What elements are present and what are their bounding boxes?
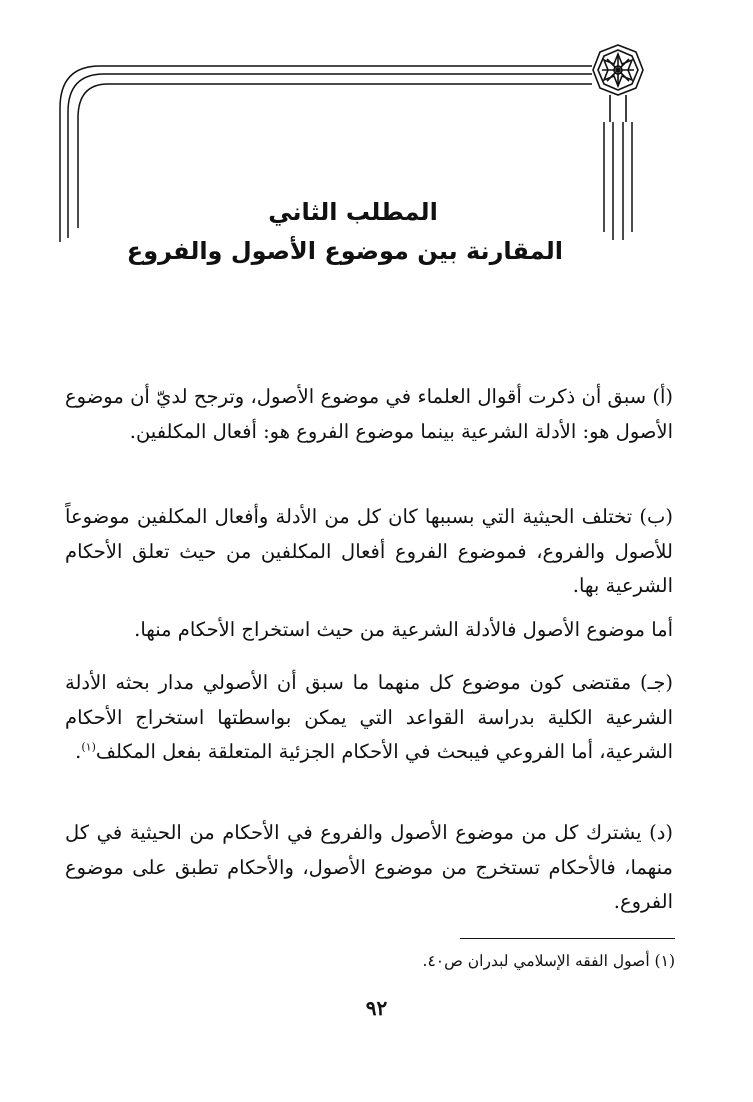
rosette-ornament-icon [593, 45, 643, 122]
page-number: ٩٢ [365, 996, 388, 1020]
footnote-reference: (١) [81, 740, 96, 754]
paragraph-c-period: . [75, 740, 82, 763]
footnote-divider [460, 938, 675, 939]
paragraph-d: (د) يشترك كل من موضوع الأصول والفروع في الأحكام من الحيثية في كل منهما، فالأحكام تستخرج من موضوع الأصول، والأحكام تطبق على موضوع الفروع. [65, 821, 673, 913]
paragraph-b-continued: أما موضوع الأصول فالأدلة الشرعية من حيث استخراج الأحكام منها. [134, 618, 673, 641]
section-subtitle: المقارنة بين موضوع الأصول والفروع [126, 237, 563, 265]
paragraph-a: (أ) سبق أن ذكرت أقوال العلماء في موضوع الأصول، وترجح لديّ أن موضوع الأصول هو: الأدلة الشرعية بينما موضوع الفروع هو: أفعال المكلفين. [65, 385, 673, 443]
paragraph-c-text: (جـ) مقتضى كون موضوع كل منهما ما سبق أن الأصولي مدار بحثه الأدلة الشرعية الكلية بدراسة القواعد التي يمكن بواسطتها استخراج الأحكام الشرعية، أما الفروعي فيبحث في الأحكام الجزئية المتعلقة بفعل المكلف [65, 671, 673, 763]
section-title: المطلب الثاني [268, 198, 438, 226]
paragraph-c [65, 666, 673, 770]
footnote: (١) أصول الفقه الإسلامي لبدران ص٤٠. [422, 952, 675, 970]
paragraph-b: (ب) تختلف الحيثية التي بسببها كان كل من الأدلة وأفعال المكلفين موضوعاً للأصول والفروع، فموضوع الفروع أفعال المكلفين من حيث تعلق الأحكام الشرعية بها. [65, 505, 673, 597]
